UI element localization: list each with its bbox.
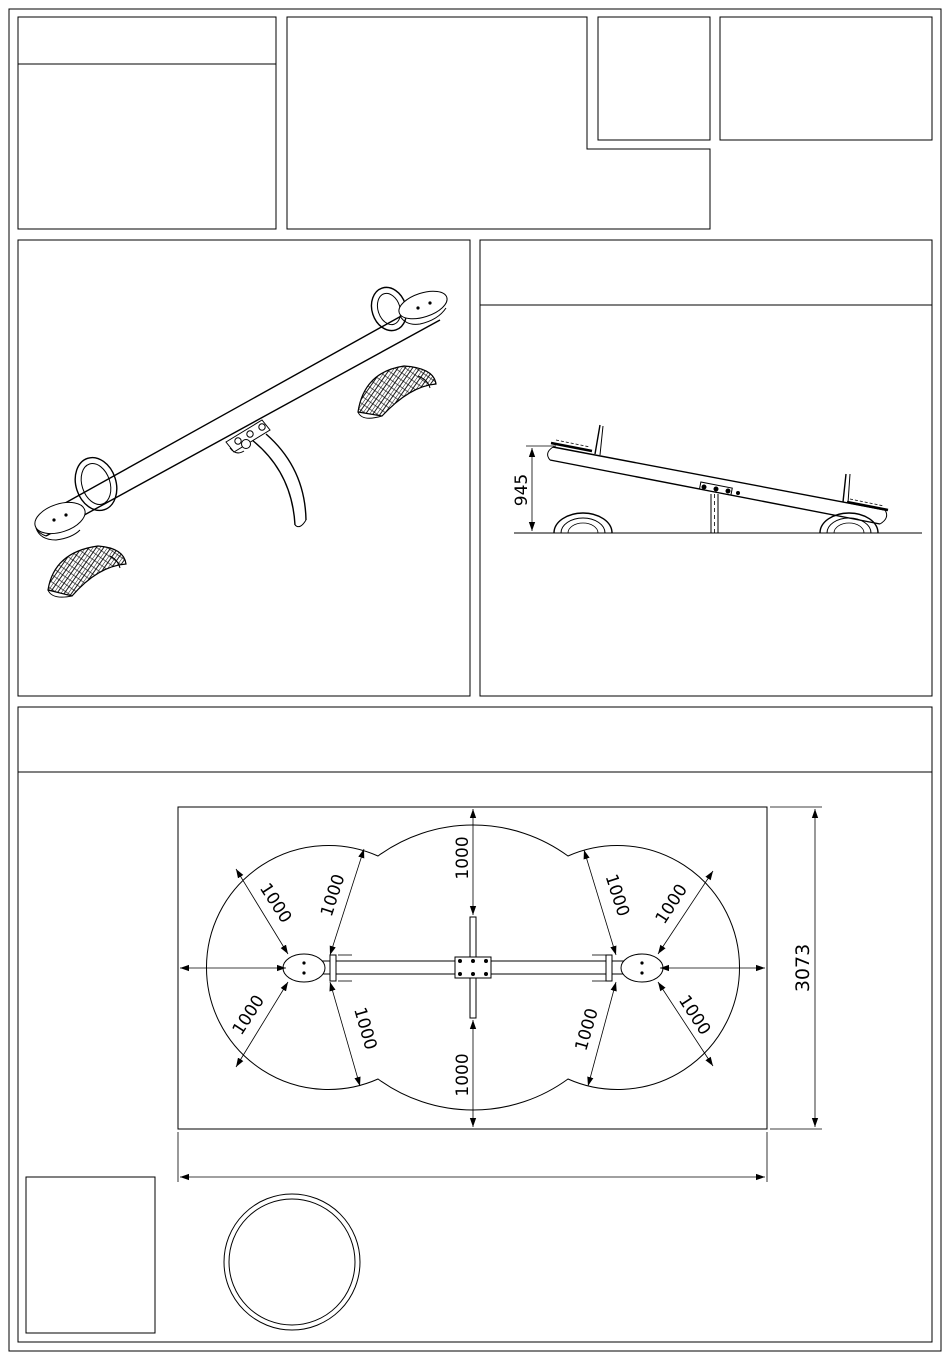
side-height-label: 945 bbox=[512, 473, 532, 507]
plan-pivot bbox=[455, 917, 491, 1018]
title-box-right bbox=[720, 17, 932, 140]
plan-width-dimension bbox=[770, 807, 822, 1129]
side-view-panel bbox=[480, 240, 932, 696]
side-left-tyre bbox=[554, 513, 612, 533]
side-seats bbox=[551, 440, 888, 510]
plan-left-seat bbox=[283, 954, 325, 982]
radius-label: 1000 bbox=[255, 879, 296, 927]
sheet-border bbox=[9, 9, 941, 1351]
radius-label: 1000 bbox=[571, 1006, 603, 1054]
pivot-leg bbox=[252, 434, 306, 527]
side-right-tyre bbox=[820, 513, 878, 533]
surface-symbol bbox=[224, 1194, 360, 1330]
radius-label: 1000 bbox=[349, 1005, 381, 1053]
radius-label: 1000 bbox=[228, 991, 269, 1039]
plan-length-dimension bbox=[178, 1132, 767, 1182]
radius-label: 1000 bbox=[453, 1053, 473, 1097]
title-box-left bbox=[18, 17, 276, 229]
title-block bbox=[18, 17, 932, 229]
isometric-view-panel bbox=[18, 240, 470, 696]
plan-right-seat bbox=[621, 954, 663, 982]
left-tyre bbox=[48, 546, 126, 597]
plan-view-panel bbox=[18, 707, 932, 1342]
radius-label: 1000 bbox=[651, 880, 692, 928]
radius-label: 1000 bbox=[317, 871, 350, 920]
right-tyre bbox=[358, 366, 436, 418]
radius-label: 1000 bbox=[600, 871, 633, 920]
left-seat bbox=[31, 497, 89, 540]
right-seat bbox=[396, 286, 451, 324]
seesaw-beam bbox=[36, 300, 440, 536]
side-view-frame bbox=[480, 240, 932, 696]
radius-label: 1000 bbox=[674, 991, 715, 1039]
title-box-small bbox=[598, 17, 710, 140]
radius-label: 1000 bbox=[453, 836, 473, 880]
side-pivot-post bbox=[711, 494, 718, 533]
legend-box bbox=[26, 1177, 155, 1333]
title-box-center bbox=[287, 17, 710, 229]
plan-width-label: 3073 bbox=[792, 943, 814, 993]
side-pivot-hardware bbox=[700, 482, 740, 495]
